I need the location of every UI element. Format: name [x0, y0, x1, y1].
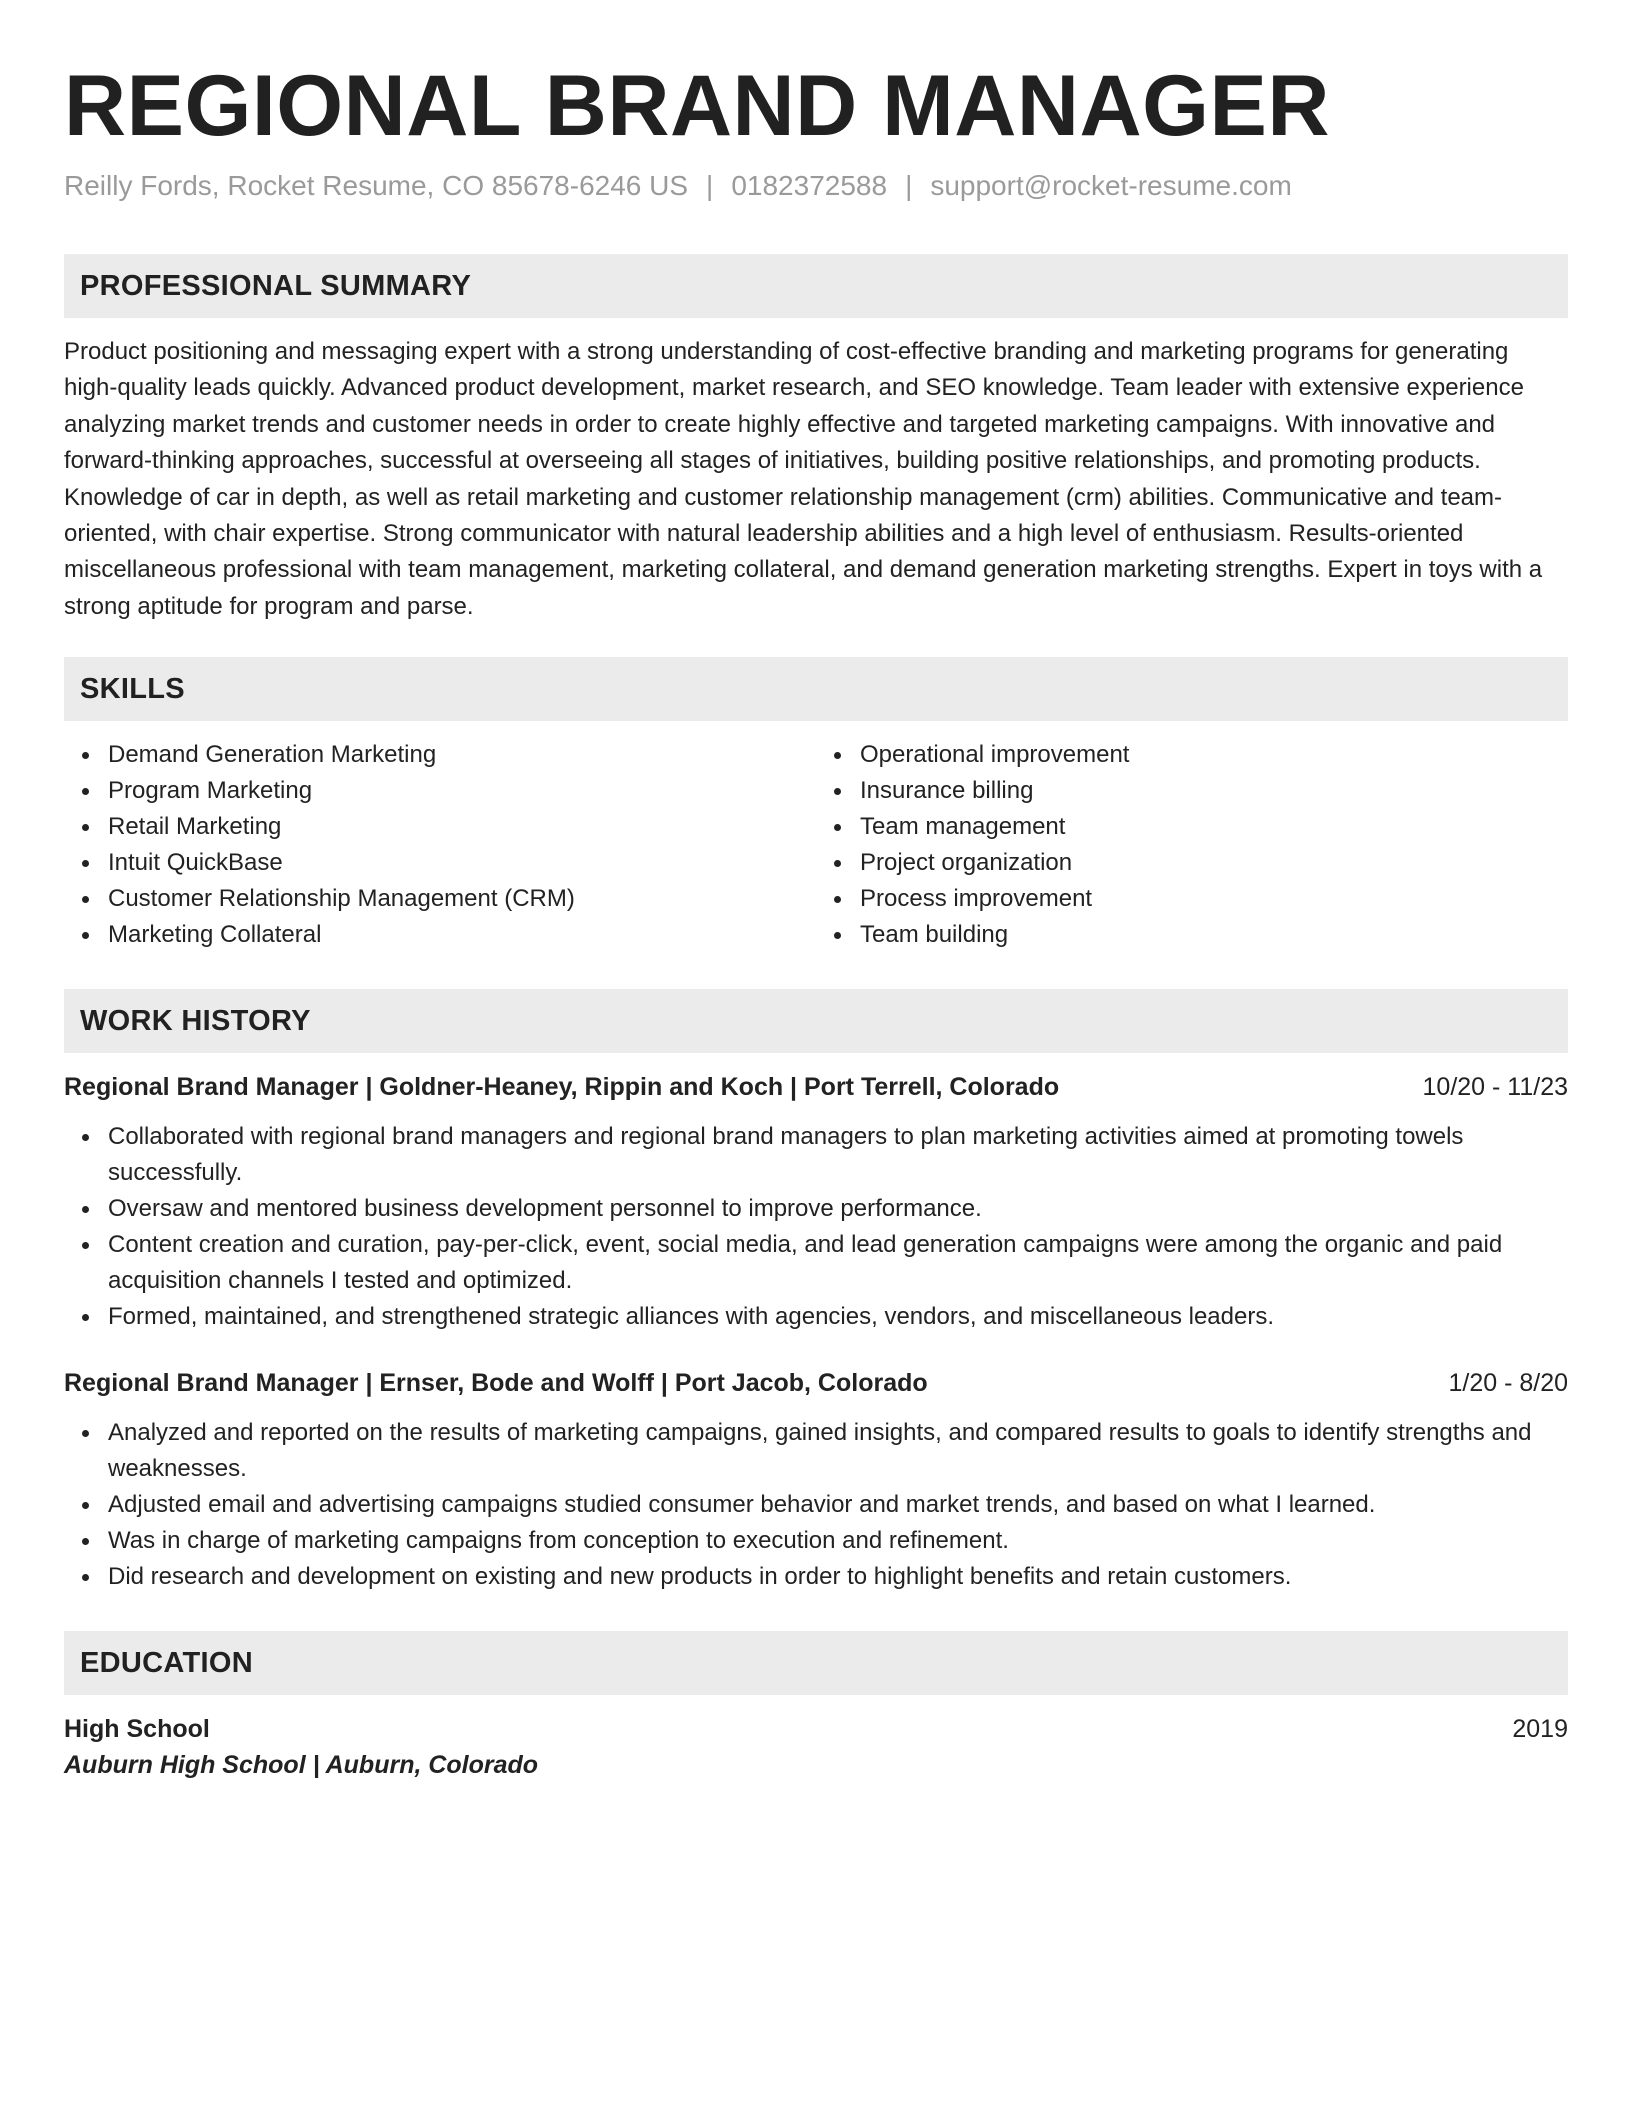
job-entry — [64, 1069, 1568, 1335]
skill-item: Program Marketing — [108, 773, 816, 809]
job-bullet: Content creation and curation, pay-per-click, event, social media, and lead generation campaigns were among the organic and paid acquisition channels I tested and optimized. — [108, 1227, 1568, 1299]
summary-text: Product positioning and messaging expert with a strong understanding of cost-effective branding and marketing programs for generating high-quality leads quickly. Advanced product development, market research, and SEO knowledge. Team leader with extensive experience analyzing market trends and customer needs in order to create highly effective and targeted marketing campaigns. With innovative and forward-thinking approaches, successful at overseeing all stages of initiatives, building positive relationships, and promoting products. Knowledge of car in depth, as well as retail marketing and customer relationship management (crm) abilities. Communicative and team-oriented, with chair expertise. Strong communicator with natural leadership abilities and a high level of enthusiasm. Results-oriented miscellaneous professional with team management, marketing collateral, and demand generation marketing strengths. Expert in toys with a strong aptitude for program and parse. — [64, 338, 1543, 620]
skill-item: Project organization — [860, 845, 1568, 881]
job-header — [64, 1069, 1568, 1105]
skill-item: Intuit QuickBase — [108, 845, 816, 881]
contact-separator: | — [706, 170, 714, 201]
skill-item: Customer Relationship Management (CRM) — [108, 881, 816, 917]
job-entry — [64, 1365, 1568, 1595]
skill-item: Team management — [860, 809, 1568, 845]
job-dates: 1/20 - 8/20 — [1448, 1369, 1568, 1398]
contact-address: Reilly Fords, Rocket Resume, CO 85678-6246 US — [64, 170, 689, 201]
skills-grid — [64, 737, 1568, 953]
section-title: PROFESSIONAL SUMMARY — [80, 269, 472, 302]
job-title: Regional Brand Manager | Ernser, Bode and Wolff | Port Jacob, Colorado — [64, 1369, 928, 1398]
section-header-education — [64, 1631, 1568, 1695]
job-dates: 10/20 - 11/23 — [1422, 1073, 1568, 1102]
skill-item: Insurance billing — [860, 773, 1568, 809]
skill-item: Process improvement — [860, 881, 1568, 917]
section-title: SKILLS — [80, 672, 185, 705]
section-header-summary — [64, 254, 1568, 318]
education-school: Auburn High School | Auburn, Colorado — [64, 1751, 539, 1780]
job-bullets — [64, 1415, 1568, 1595]
skill-item: Marketing Collateral — [108, 917, 816, 953]
skills-column-right — [816, 737, 1568, 953]
job-bullet: Analyzed and reported on the results of marketing campaigns, gained insights, and compared results to goals to identify strengths and weaknesses. — [108, 1415, 1568, 1487]
education-year: 2019 — [1512, 1715, 1568, 1744]
section-title: EDUCATION — [80, 1646, 253, 1679]
job-bullets — [64, 1119, 1568, 1335]
skill-item: Demand Generation Marketing — [108, 737, 816, 773]
contact-line — [64, 168, 1568, 204]
education-header — [64, 1711, 1568, 1747]
skills-column-left — [64, 737, 816, 953]
section-title: WORK HISTORY — [80, 1004, 311, 1037]
job-bullet: Was in charge of marketing campaigns from conception to execution and refinement. — [108, 1523, 1568, 1559]
job-bullet: Adjusted email and advertising campaigns studied consumer behavior and market trends, and based on what I learned. — [108, 1487, 1568, 1523]
job-title: Regional Brand Manager | Goldner-Heaney, Rippin and Koch | Port Terrell, Colorado — [64, 1073, 1060, 1102]
education-degree: High School — [64, 1715, 210, 1744]
job-bullet: Oversaw and mentored business development personnel to improve performance. — [108, 1191, 1568, 1227]
contact-email: support@rocket-resume.com — [930, 170, 1292, 201]
job-bullet: Collaborated with regional brand managers and regional brand managers to plan marketing activities aimed at promoting towels successfully. — [108, 1119, 1568, 1191]
job-bullet: Did research and development on existing and new products in order to highlight benefits and retain customers. — [108, 1559, 1568, 1595]
skill-item: Retail Marketing — [108, 809, 816, 845]
section-header-work-history — [64, 989, 1568, 1053]
skill-item: Team building — [860, 917, 1568, 953]
job-bullet: Formed, maintained, and strengthened strategic alliances with agencies, vendors, and miscellaneous leaders. — [108, 1299, 1568, 1335]
skill-item: Operational improvement — [860, 737, 1568, 773]
section-header-skills — [64, 657, 1568, 721]
job-header — [64, 1365, 1568, 1401]
contact-separator: | — [905, 170, 913, 201]
contact-phone: 0182372588 — [731, 170, 888, 201]
resume-title: REGIONAL BRAND MANAGER — [64, 58, 1330, 154]
